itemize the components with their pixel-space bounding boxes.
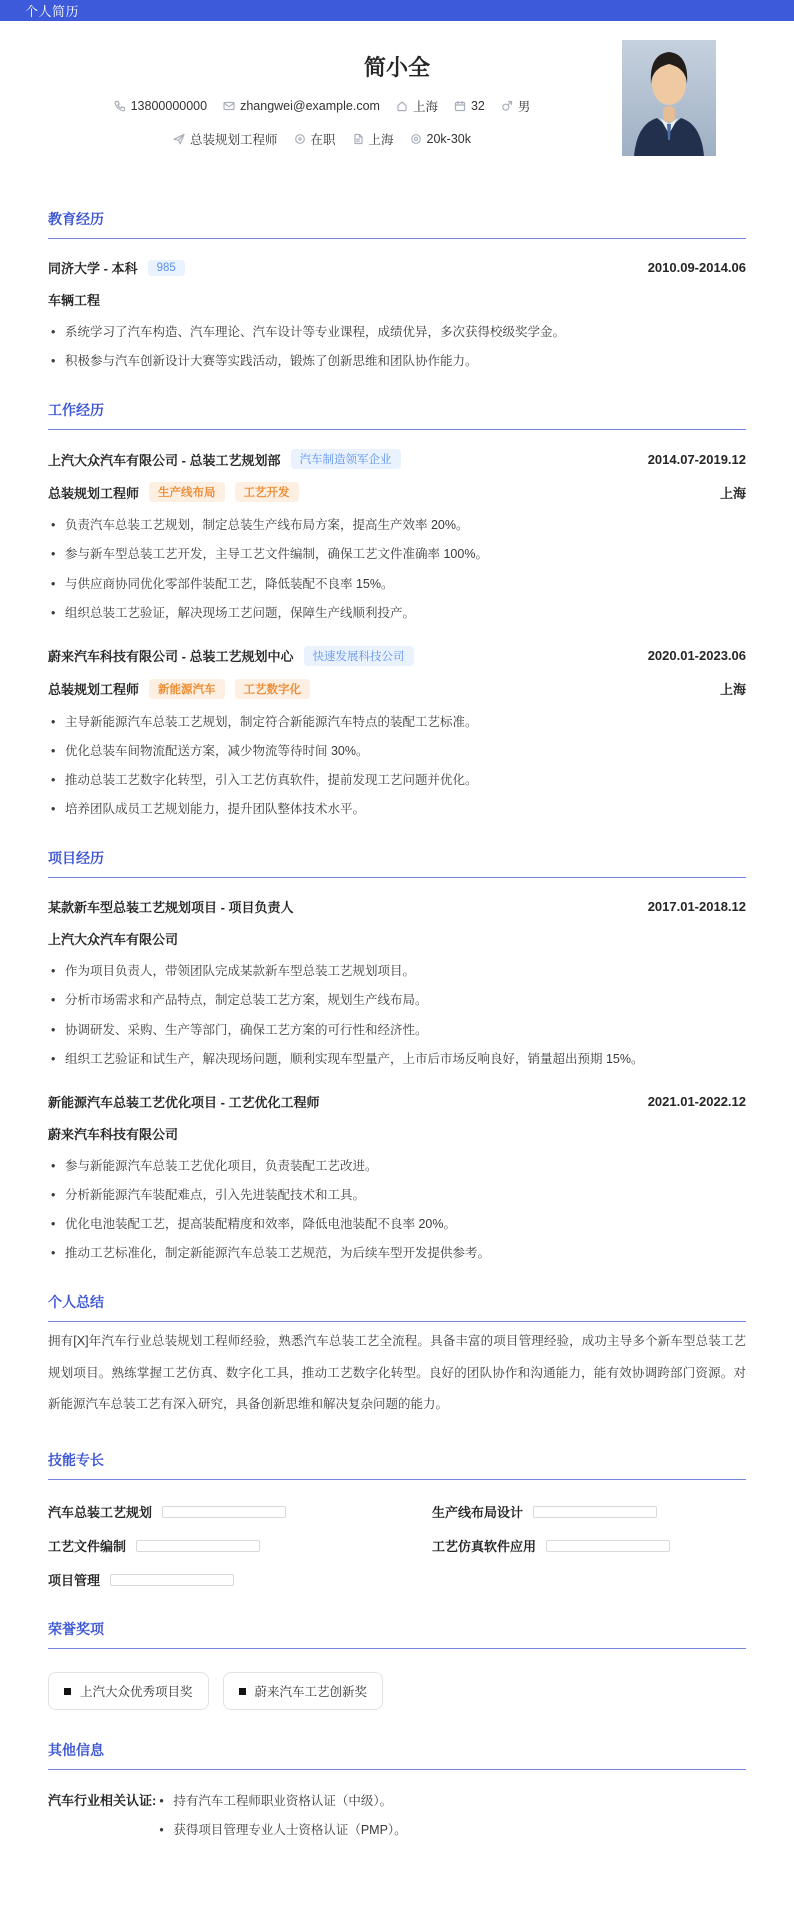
job-intention-icon — [173, 133, 185, 145]
contact-age — [454, 99, 485, 113]
gender-icon — [501, 100, 513, 112]
skill-bar — [162, 1506, 286, 1518]
award-chip-list — [48, 1672, 746, 1710]
company-badge: 汽车制造领军企业 — [291, 449, 401, 469]
age-icon — [454, 100, 466, 112]
award-chip — [223, 1672, 384, 1710]
skill-bar — [533, 1506, 657, 1518]
work-location: 上海 — [719, 485, 746, 501]
work-head-row — [48, 449, 746, 469]
section-title-other: 其他信息 — [48, 1740, 746, 1770]
job-role: 总装规划工程师 — [48, 682, 140, 698]
work-bullet-list — [48, 516, 746, 622]
project-bullet: • 优化电池装配工艺，提高装配精度和效率，降低电池装配不良率 20%。 — [48, 1215, 746, 1233]
skill-item — [48, 1570, 362, 1589]
certifications-row — [48, 1792, 746, 1850]
mail-icon — [223, 100, 235, 112]
work-bullet: • 与供应商协同优化零部件装配工艺，降低装配不良率 15%。 — [48, 575, 746, 593]
profile-photo-placeholder — [622, 40, 716, 156]
project-bullet-list — [48, 1157, 746, 1263]
profile-photo — [622, 40, 716, 156]
education-date: 2010.09-2014.06 — [647, 260, 746, 275]
certification-bullet: • 获得项目管理专业人士资格认证（PMP）。 — [156, 1821, 406, 1839]
project-bullet: • 组织工艺验证和试生产，解决现场问题，顺利实现车型量产，上市后市场反响良好，销量超出预期 15%。 — [48, 1050, 746, 1068]
section-work — [48, 400, 746, 818]
job-tag: 工艺开发 — [235, 482, 299, 502]
age-value: 32 — [470, 99, 485, 113]
section-summary — [48, 1292, 746, 1420]
skill-bar — [110, 1574, 234, 1586]
summary-text: 拥有[X]年汽车行业总装规划工程师经验，熟悉汽车总装工艺全流程。具备丰富的项目管理经验，成功主导多个新车型总装工艺规划项目。熟练掌握工艺仿真、数字化工具，推动工艺数字化转型。良好的团队协作和沟通能力，能有效协调跨部门资源。对新能源汽车总装工艺有深入研究，具备创新思维和解决复杂问题的能力。 — [48, 1334, 746, 1411]
salary-icon — [410, 133, 422, 145]
project-entry-1 — [48, 897, 746, 1068]
project-name: 某款新车型总装工艺规划项目 - 项目负责人 — [48, 900, 294, 916]
school-badge-985: 985 — [148, 260, 185, 276]
project-bullet: • 推动工艺标准化，制定新能源汽车总装工艺规范，为后续车型开发提供参考。 — [48, 1244, 746, 1262]
candidate-name: 简小全 — [363, 55, 430, 80]
job-role: 总装规划工程师 — [48, 485, 140, 501]
city-icon — [352, 133, 364, 145]
project-entry-2 — [48, 1092, 746, 1263]
resume-body — [0, 21, 794, 1920]
contact-row-2 — [48, 130, 596, 148]
company-badge: 快速发展科技公司 — [304, 646, 414, 666]
section-awards — [48, 1619, 746, 1710]
skill-label: 工艺仿真软件应用 — [432, 1539, 537, 1554]
education-head-row — [48, 258, 746, 277]
award-square-icon — [239, 1688, 246, 1695]
contact-phone — [114, 99, 207, 113]
education-bullet: • 积极参与汽车创新设计大赛等实践活动，锻炼了创新思维和团队协作能力。 — [48, 352, 746, 370]
resume-header — [48, 21, 746, 179]
skill-item — [432, 1502, 746, 1521]
work-bullet: • 参与新车型总装工艺开发，主导工艺文件编制，确保工艺文件准确率 100%。 — [48, 545, 746, 563]
contact-email — [223, 99, 380, 113]
project-head-row — [48, 897, 746, 916]
phone-icon — [114, 100, 126, 112]
award-label: 蔚来汽车工艺创新奖 — [254, 1685, 368, 1699]
project-bullet: • 分析市场需求和产品特点，制定总装工艺方案，规划生产线布局。 — [48, 991, 746, 1009]
job-intention-value: 总装规划工程师 — [189, 133, 278, 147]
education-bullet-list — [48, 323, 746, 370]
project-bullet: • 参与新能源汽车总装工艺优化项目，负责装配工艺改进。 — [48, 1157, 746, 1175]
section-projects — [48, 848, 746, 1262]
work-entry-1 — [48, 449, 746, 622]
school-name: 同济大学 - 本科 — [48, 261, 138, 276]
phone-value: 13800000000 — [130, 99, 208, 113]
job-tag: 生产线布局 — [149, 482, 225, 502]
work-bullet: • 组织总装工艺验证，解决现场工艺问题，保障生产线顺利投产。 — [48, 604, 746, 622]
education-major: 车辆工程 — [48, 293, 101, 308]
skills-grid — [48, 1502, 746, 1589]
section-title-education: 教育经历 — [48, 209, 746, 239]
contact-salary — [410, 132, 471, 146]
work-head-row — [48, 646, 746, 666]
section-title-awards: 荣誉奖项 — [48, 1619, 746, 1649]
section-skills — [48, 1450, 746, 1589]
section-title-summary: 个人总结 — [48, 1292, 746, 1322]
work-bullet: • 推动总装工艺数字化转型，引入工艺仿真软件，提前发现工艺问题并优化。 — [48, 771, 746, 789]
salary-value: 20k-30k — [426, 132, 472, 146]
work-location: 上海 — [719, 682, 746, 698]
status-icon — [294, 133, 306, 145]
page-title: 个人简历 — [25, 4, 80, 19]
certification-bullet: • 持有汽车工程师职业资格认证（中级）。 — [156, 1792, 406, 1810]
contact-gender — [501, 97, 531, 115]
skill-label: 工艺文件编制 — [48, 1539, 127, 1554]
skill-bar — [136, 1540, 260, 1552]
email-value: zhangwei@example.com — [240, 99, 380, 113]
award-square-icon — [64, 1688, 71, 1695]
company-name: 蔚来汽车科技有限公司 - 总装工艺规划中心 — [48, 649, 294, 665]
section-education — [48, 209, 746, 370]
award-label: 上汽大众优秀项目奖 — [80, 1685, 193, 1699]
project-bullet: • 协调研发、采购、生产等部门，确保工艺方案的可行性和经济性。 — [48, 1021, 746, 1039]
skill-item — [48, 1502, 362, 1521]
education-bullet: • 系统学习了汽车构造、汽车理论、汽车设计等专业课程，成绩优异，多次获得校级奖学金。 — [48, 323, 746, 341]
status-value: 在职 — [310, 133, 336, 147]
contact-home-city — [396, 97, 438, 115]
contact-status — [294, 130, 336, 148]
skill-label: 项目管理 — [48, 1573, 101, 1588]
award-chip — [48, 1672, 209, 1710]
contact-job-intention — [173, 130, 278, 148]
work-date: 2014.07-2019.12 — [647, 451, 746, 467]
project-company: 蔚来汽车科技有限公司 — [48, 1126, 179, 1142]
work-bullet: • 培养团队成员工艺规划能力，提升团队整体技术水平。 — [48, 800, 746, 818]
education-entry — [48, 258, 746, 370]
section-title-work: 工作经历 — [48, 400, 746, 430]
home-icon — [396, 100, 408, 112]
company-name: 上汽大众汽车有限公司 - 总装工艺规划部 — [48, 452, 281, 468]
skill-item — [432, 1536, 746, 1555]
contact-row-1 — [48, 97, 596, 115]
section-title-skills: 技能专长 — [48, 1450, 746, 1480]
section-other — [48, 1740, 746, 1850]
skill-label: 生产线布局设计 — [432, 1505, 524, 1520]
job-tag: 工艺数字化 — [235, 679, 311, 699]
skill-bar — [546, 1540, 670, 1552]
work-role-row — [48, 679, 746, 699]
work-city-value: 上海 — [368, 133, 394, 147]
work-role-row — [48, 482, 746, 502]
project-company: 上汽大众汽车有限公司 — [48, 932, 179, 948]
skill-label: 汽车总装工艺规划 — [48, 1505, 153, 1520]
certifications-label: 汽车行业相关认证: — [48, 1793, 157, 1808]
section-title-projects: 项目经历 — [48, 848, 746, 878]
skill-item — [48, 1536, 362, 1555]
home-city-value: 上海 — [412, 100, 438, 114]
work-entry-2 — [48, 646, 746, 819]
work-bullet-list — [48, 713, 746, 819]
project-bullet: • 作为项目负责人，带领团队完成某款新车型总装工艺规划项目。 — [48, 962, 746, 980]
work-bullet: • 优化总装车间物流配送方案，减少物流等待时间 30%。 — [48, 742, 746, 760]
work-bullet: • 负责汽车总装工艺规划，制定总装生产线布局方案，提高生产效率 20%。 — [48, 516, 746, 534]
project-date: 2021.01-2022.12 — [647, 1093, 746, 1109]
project-bullet-list — [48, 962, 746, 1068]
project-head-row — [48, 1092, 746, 1111]
contact-work-city — [352, 130, 394, 148]
job-tag: 新能源汽车 — [149, 679, 225, 699]
work-bullet: • 主导新能源汽车总装工艺规划，制定符合新能源汽车特点的装配工艺标准。 — [48, 713, 746, 731]
project-bullet: • 分析新能源汽车装配难点，引入先进装配技术和工具。 — [48, 1186, 746, 1204]
certifications-list — [156, 1792, 406, 1850]
page-titlebar — [0, 0, 794, 21]
project-name: 新能源汽车总装工艺优化项目 - 工艺优化工程师 — [48, 1094, 320, 1110]
work-date: 2020.01-2023.06 — [647, 648, 746, 664]
gender-value: 男 — [517, 100, 531, 114]
project-date: 2017.01-2018.12 — [647, 899, 746, 915]
